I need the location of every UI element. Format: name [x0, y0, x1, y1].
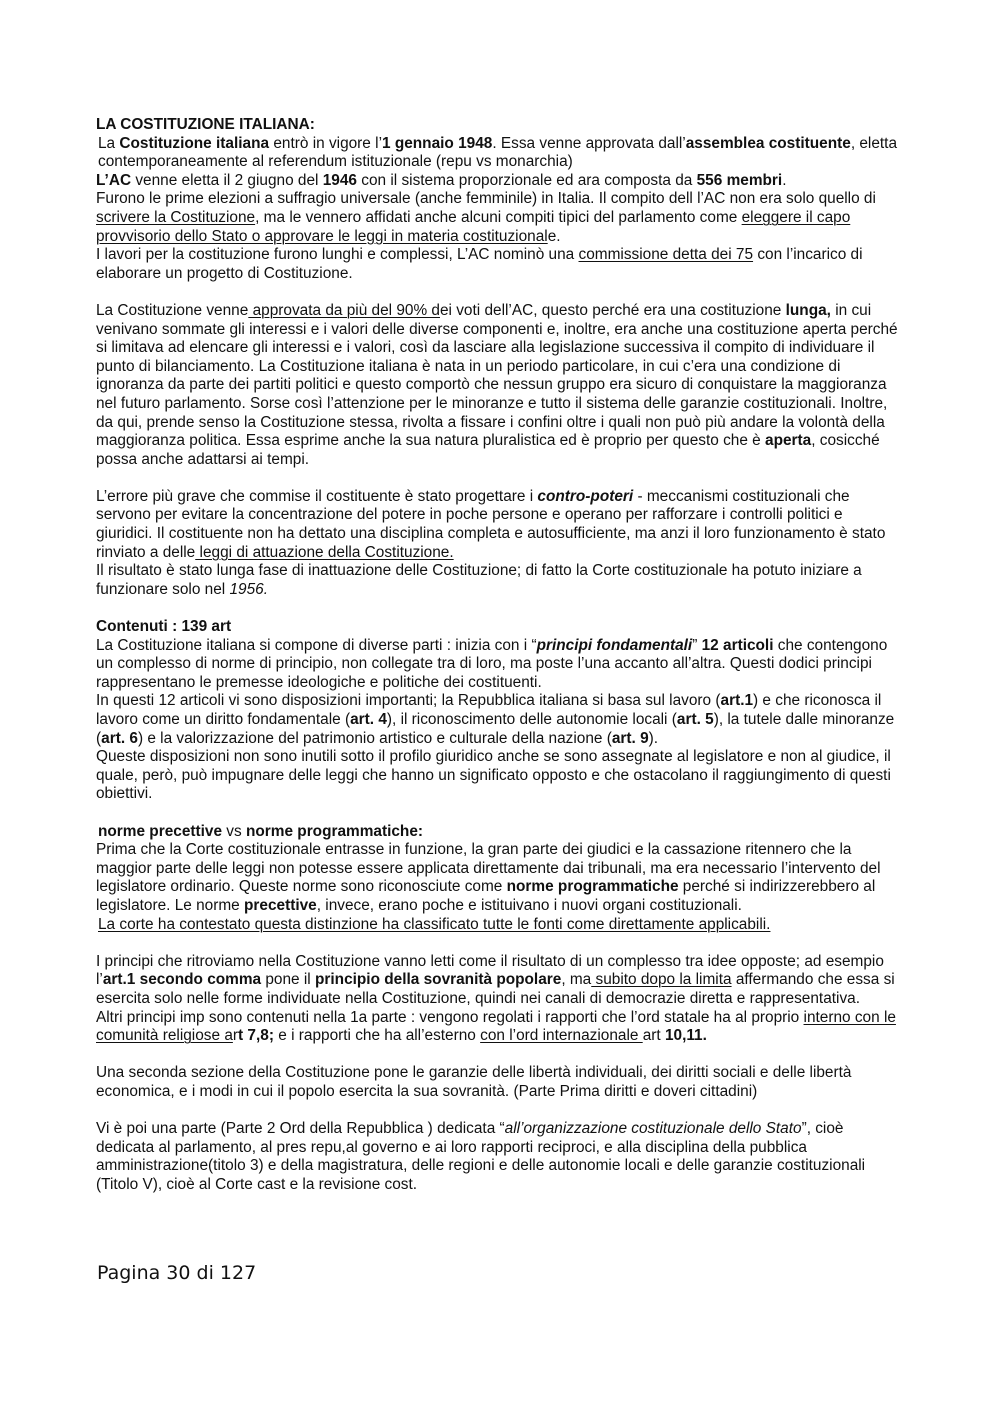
- paragraph-norms: Prima che la Corte costituzionale entrasse in funzione, la gran parte dei giudici e la cassazione ritennero che la maggior parte delle leggi non potesse essere applicata direttamente dai tribunali, ma era necessario l’intervento del legislatore ordinario. Queste norme sono riconosciute come norme programmatiche perché si indirizzerebbero al legislatore. Le norme precettive, invece, erano poche e istituivano i nuovi organi costituzionali.: [96, 841, 881, 914]
- paragraph-part-two: Vi è poi una parte (Parte 2 Ord della Repubblica ) dedicata “all’organizzazione costituzionale dello Stato”, cioè dedicata al parlamento, al pres repu,al governo e ai loro rapporti reciproci, e alla disciplina della pubblica amministrazione(titolo 3) e della magistratura, delle regioni e delle autonomie locali e delle garanzie costituzionali (Titolo V), cioè al Corte cast e la revisione cost.: [96, 1120, 866, 1193]
- paragraph-approval: La Costituzione venne approvata da più del 90% dei voti dell’AC, questo perché era una costituzione lunga, in cui venivano sommate gli interessi e i valori delle diverse componenti e, inoltre, era anche una costituzione aperta perché si limitava ad elencare gli interessi e i valori, così da lasciare alla legislazione successiva il compito di individuare il punto di bilanciamento. La Costituzione italiana è nata in un periodo particolare, in cui c’era una condizione di ignoranza da parte dei partiti politici e questo comportò che nessun gruppo era sicuro di conquistare la maggioranza nel futuro parlamento. Sorse così l’attenzione per le minoranze e tutto il sistema delle garanzie costituzionali. Inoltre, da qui, prende senso la Costituzione stessa, rivolta a fissare i confini oltre i quali non può più andare la volontà della maggioranza politica. Essa esprime anche la sua natura pluralistica ed è proprio per questo che è aperta, cosicché possa anche adattarsi ai tempi.: [96, 301, 898, 468]
- paragraph-commission: I lavori per la costituzione furono lunghi e complessi, L’AC nominò una commissione detta dei 75 con l’incarico di elaborare un progetto di Costituzione.: [96, 246, 863, 282]
- paragraph-ac-election: L’AC venne eletta il 2 giugno del 1946 con il sistema proporzionale ed ara composta da 556 membri. Furono le prime elezioni a suffragio universale (anche femminile) in Italia. Il compito dell l’AC non era solo quello di scrivere la Costituzione, ma le vennero affidati anche alcuni compiti tipici del parlamento come eleggere il capo provvisorio dello Stato o approvare le leggi in materia costituzionale.: [96, 171, 876, 245]
- paragraph-counter-powers: L’errore più grave che commise il costituente è stato progettare i contro-poteri - meccanismi costituzionali che servono per evitare la concentrazione del potere in poche persone e operano per rafforzare i controlli politici e giuridici. Il costituente non ha dettato una disciplina completa e autosufficiente, ma anzi il loro funzionamento è stato rinviato a delle leggi di attuazione della Costituzione. Il risultato è stato lunga fase di inattuazione delle Costituzione; di fatto la Corte costituzionale ha potuto iniziare a funzionare solo nel 1956.: [96, 487, 886, 598]
- paragraph-entry-in-force: La Costituzione italiana entrò in vigore l’1 gennaio 1948. Essa venne approvata dall’assemblea costituente, eletta contemporaneamente al referendum istituzionale (repu vs monarchia): [98, 134, 898, 171]
- paragraph-fundamental-principles: La Costituzione italiana si compone di diverse parti : inizia con i “principi fondamentali” 12 articoli che contengono un complesso di norme di principio, non collegate tra di loro, ma poste l’una accanto all’altra. Questi dodici principi rappresentano le premesse ideologiche e politiche dei costituenti. In questi 12 articoli vi sono disposizioni importanti; la Repubblica italiana si basa sul lavoro (art.1) e che riconosca il lavoro come un diritto fondamentale (art. 4), il riconoscimento delle autonomie locali (art. 5), la tutele dalle minoranze (art. 6) e la valorizzazione del patrimonio artistico e culturale della nazione (art. 9). Queste disposizioni non sono inutili sotto il profilo giuridico anche se sono assegnate al legislatore e non al giudice, il quale, però, può impugnare delle leggi che hanno un significato opposto e che ostacolano il raggiungimento di questi obiettivi.: [96, 636, 895, 803]
- paragraph-second-section: Una seconda sezione della Costituzione pone le garanzie delle libertà individuali, dei diritti sociali e delle libertà economica, e i modi in cui il popolo esercita la sua sovranità. (Parte Prima diritti e doveri cittadini): [96, 1064, 852, 1100]
- document-body: [96, 116, 902, 1194]
- paragraph-court-ruling: La corte ha contestato questa distinzione ha classificato tutte le fonti come direttamente applicabili.: [98, 915, 771, 933]
- page-number: Pagina 30 di 127: [97, 1262, 257, 1284]
- contents-heading: Contenuti : 139 art: [96, 618, 232, 636]
- norms-heading: norme precettive vs norme programmatiche:: [98, 822, 424, 840]
- paragraph-sovereignty: I principi che ritroviamo nella Costituzione vanno letti come il risultato di un complesso tra idee opposte; ad esempio l’art.1 secondo comma pone il principio della sovranità popolare, ma subito dopo la limita affermando che essa si esercita solo nelle forme individuate nella Costituzione, quindi nei canali di democrazie diretta e rappresentativa. Altri principi imp sono contenuti nella 1a parte : vengono regolati i rapporti che l’ord statale ha al proprio interno con le comunità religiose art 7,8; e i rapporti che ha all’esterno con l’ord internazionale art 10,11.: [96, 952, 896, 1045]
- section-heading: LA COSTITUZIONE ITALIANA:: [96, 116, 315, 133]
